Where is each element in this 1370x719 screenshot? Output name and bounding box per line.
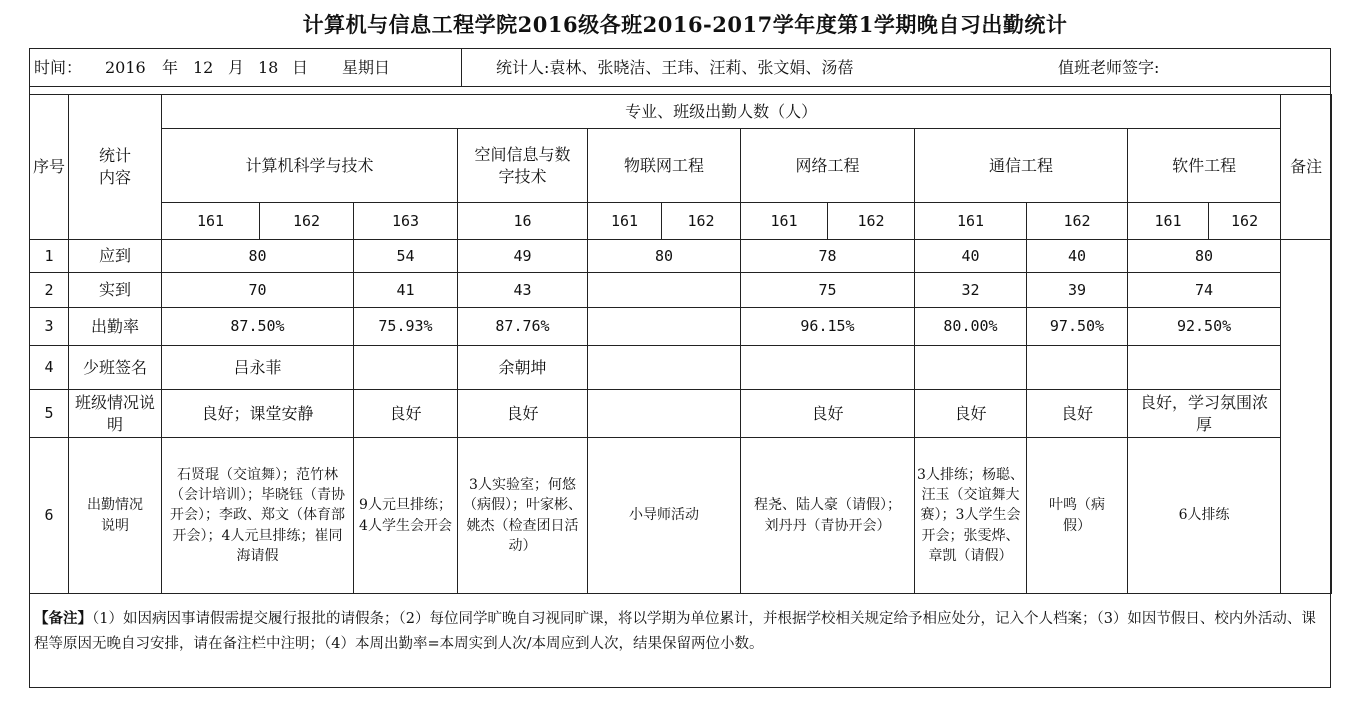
cell-space: 87.76% (458, 308, 588, 346)
cell-iot: 小导师活动 (588, 438, 741, 594)
cell-net (741, 438, 915, 594)
row-item: 实到 (69, 273, 162, 308)
cell-soft: 74 (1128, 273, 1281, 308)
header-content-label: 统计内容 (98, 146, 131, 187)
notes-block (30, 606, 1328, 657)
cell-cs-163 (354, 346, 458, 390)
cell-space: 49 (458, 240, 588, 273)
table-row (30, 346, 1332, 390)
header-row-group (30, 95, 1332, 129)
cell-comm-161: 80.00% (915, 308, 1027, 346)
header-group: 专业、班级出勤人数（人） (162, 95, 1281, 129)
major-space-label: 空间信息与数字技术 (474, 144, 571, 186)
row-item: 应到 (69, 240, 162, 273)
cell-cs-161-162 (162, 438, 354, 594)
row-seq: 6 (30, 438, 69, 594)
cell-soft: 92.50% (1128, 308, 1281, 346)
row-seq: 2 (30, 273, 69, 308)
cell-comm-162 (1027, 438, 1128, 594)
table-row (30, 308, 1332, 346)
row-seq: 5 (30, 390, 69, 438)
cell-cs-163: 良好 (354, 390, 458, 438)
header-seq: 序号 (30, 95, 69, 240)
cell-space: 余朝坤 (458, 346, 588, 390)
row-item: 少班签名 (69, 346, 162, 390)
date-year-unit: 年 (162, 58, 179, 77)
cell-iot (588, 308, 741, 346)
major-space (458, 129, 588, 203)
page-title: 计算机与信息工程学院2016级各班2016-2017学年度第1学期晚自习出勤统计 (302, 12, 1068, 37)
header-content (69, 95, 162, 240)
class-comm-161: 161 (915, 203, 1027, 240)
cell-net: 良好 (741, 390, 915, 438)
header-row-majors (30, 129, 1332, 203)
info-bar (30, 49, 1330, 87)
cell-comm-161: 良好 (915, 390, 1027, 438)
header-row-classes (30, 203, 1332, 240)
cell-comm-162 (1027, 346, 1128, 390)
cell-cs-163: 54 (354, 240, 458, 273)
cell-comm-161: 40 (915, 240, 1027, 273)
class-soft-161: 161 (1128, 203, 1209, 240)
cell-cs-161-162: 87.50% (162, 308, 354, 346)
table-row (30, 438, 1332, 594)
date-day: 18 (258, 58, 279, 77)
class-space-16: 16 (458, 203, 588, 240)
cell-cs-161-162: 良好；课堂安静 (162, 390, 354, 438)
cell-comm-162: 97.50% (1027, 308, 1128, 346)
cell-comm-162: 良好 (1027, 390, 1128, 438)
cell-net: 96.15% (741, 308, 915, 346)
class-cs-163: 163 (354, 203, 458, 240)
cell-cs-163: 9人元旦排练；4人学生会开会 (354, 438, 458, 594)
table-row (30, 273, 1332, 308)
major-iot: 物联网工程 (588, 129, 741, 203)
major-comm: 通信工程 (915, 129, 1128, 203)
cell-space: 43 (458, 273, 588, 308)
teacher-signature-label: 值班老师签字: (1058, 58, 1160, 77)
class-cs-162: 162 (260, 203, 354, 240)
row-item (69, 438, 162, 594)
cell-soft: 80 (1128, 240, 1281, 273)
counters: 统计人:袁林、张晓洁、王玮、汪莉、张文娟、汤蓓 (496, 58, 854, 77)
row-item-label: 出勤情况说明 (87, 497, 143, 534)
cell-net (741, 346, 915, 390)
cell-net-text: 程尧、陆人豪（请假）；刘丹丹（青协开会） (754, 497, 901, 534)
cell-cs-161-162: 70 (162, 273, 354, 308)
row-item-label: 班级情况说明 (74, 392, 155, 434)
class-iot-161: 161 (588, 203, 662, 240)
date-month: 12 (193, 58, 214, 77)
cell-iot (588, 390, 741, 438)
cell-comm-162: 39 (1027, 273, 1128, 308)
class-net-161: 161 (741, 203, 828, 240)
cell-cs-161-162: 80 (162, 240, 354, 273)
row-seq: 1 (30, 240, 69, 273)
cell-comm162-text: 叶鸣（病假） (1049, 497, 1105, 534)
major-net: 网络工程 (741, 129, 915, 203)
cell-space: 3人实验室；何悠（病假）；叶家彬、姚杰（检查团日活动） (458, 438, 588, 594)
cell-cs-text: 石贤琨（交谊舞）；范竹林（会计培训）；毕晓钰（青协开会）；李政、郑文（体育部开会）；4人元旦排练；崔同海请假 (170, 466, 345, 564)
weekday: 星期日 (342, 58, 391, 77)
info-divider (461, 49, 462, 86)
row-item (69, 390, 162, 438)
cell-iot (588, 346, 741, 390)
date-year: 2016 (105, 58, 146, 77)
cell-cs-163: 75.93% (354, 308, 458, 346)
attendance-table (29, 94, 1332, 594)
major-cs: 计算机科学与技术 (162, 129, 458, 203)
class-net-162: 162 (828, 203, 915, 240)
row-seq: 4 (30, 346, 69, 390)
cell-remark (1281, 240, 1332, 594)
cell-cs-161-162: 吕永菲 (162, 346, 354, 390)
cell-cs-163: 41 (354, 273, 458, 308)
date-month-unit: 月 (228, 58, 245, 77)
date-day-unit: 日 (292, 58, 309, 77)
cell-soft: 6人排练 (1128, 438, 1281, 594)
cell-soft (1128, 346, 1281, 390)
class-comm-162: 162 (1027, 203, 1128, 240)
cell-soft-text: 良好，学习氛围浓厚 (1140, 392, 1269, 434)
class-soft-162: 162 (1209, 203, 1281, 240)
cell-comm-161: 32 (915, 273, 1027, 308)
class-cs-161: 161 (162, 203, 260, 240)
cell-comm-162: 40 (1027, 240, 1128, 273)
table-row (30, 240, 1332, 273)
cell-comm-161: 3人排练；杨聪、汪玉（交谊舞大赛）；3人学生会开会；张雯烨、章凯（请假） (915, 438, 1027, 594)
class-iot-162: 162 (662, 203, 741, 240)
cell-net: 78 (741, 240, 915, 273)
row-seq: 3 (30, 308, 69, 346)
row-item: 出勤率 (69, 308, 162, 346)
cell-iot: 80 (588, 240, 741, 273)
notes-label: 【备注】 (34, 610, 92, 627)
header-remark: 备注 (1281, 95, 1332, 240)
date-label: 时间： (34, 58, 83, 77)
cell-soft (1128, 390, 1281, 438)
cell-comm-161 (915, 346, 1027, 390)
cell-net: 75 (741, 273, 915, 308)
notes-text: （1）如因病因事请假需提交履行报批的请假条；（2）每位同学旷晚自习视同旷课，将以学期为单位累计，并根据学校相关规定给予相应处分，记入个人档案；（3）如因节假日、校内外活动、课程等原因无晚自习安排，请在备注栏中注明；（4）本周出勤率=本周实到人次/本周应到人次，结果保留两位小数。 (34, 611, 1316, 652)
cell-iot (588, 273, 741, 308)
major-soft: 软件工程 (1128, 129, 1281, 203)
table-row (30, 390, 1332, 438)
cell-space: 良好 (458, 390, 588, 438)
